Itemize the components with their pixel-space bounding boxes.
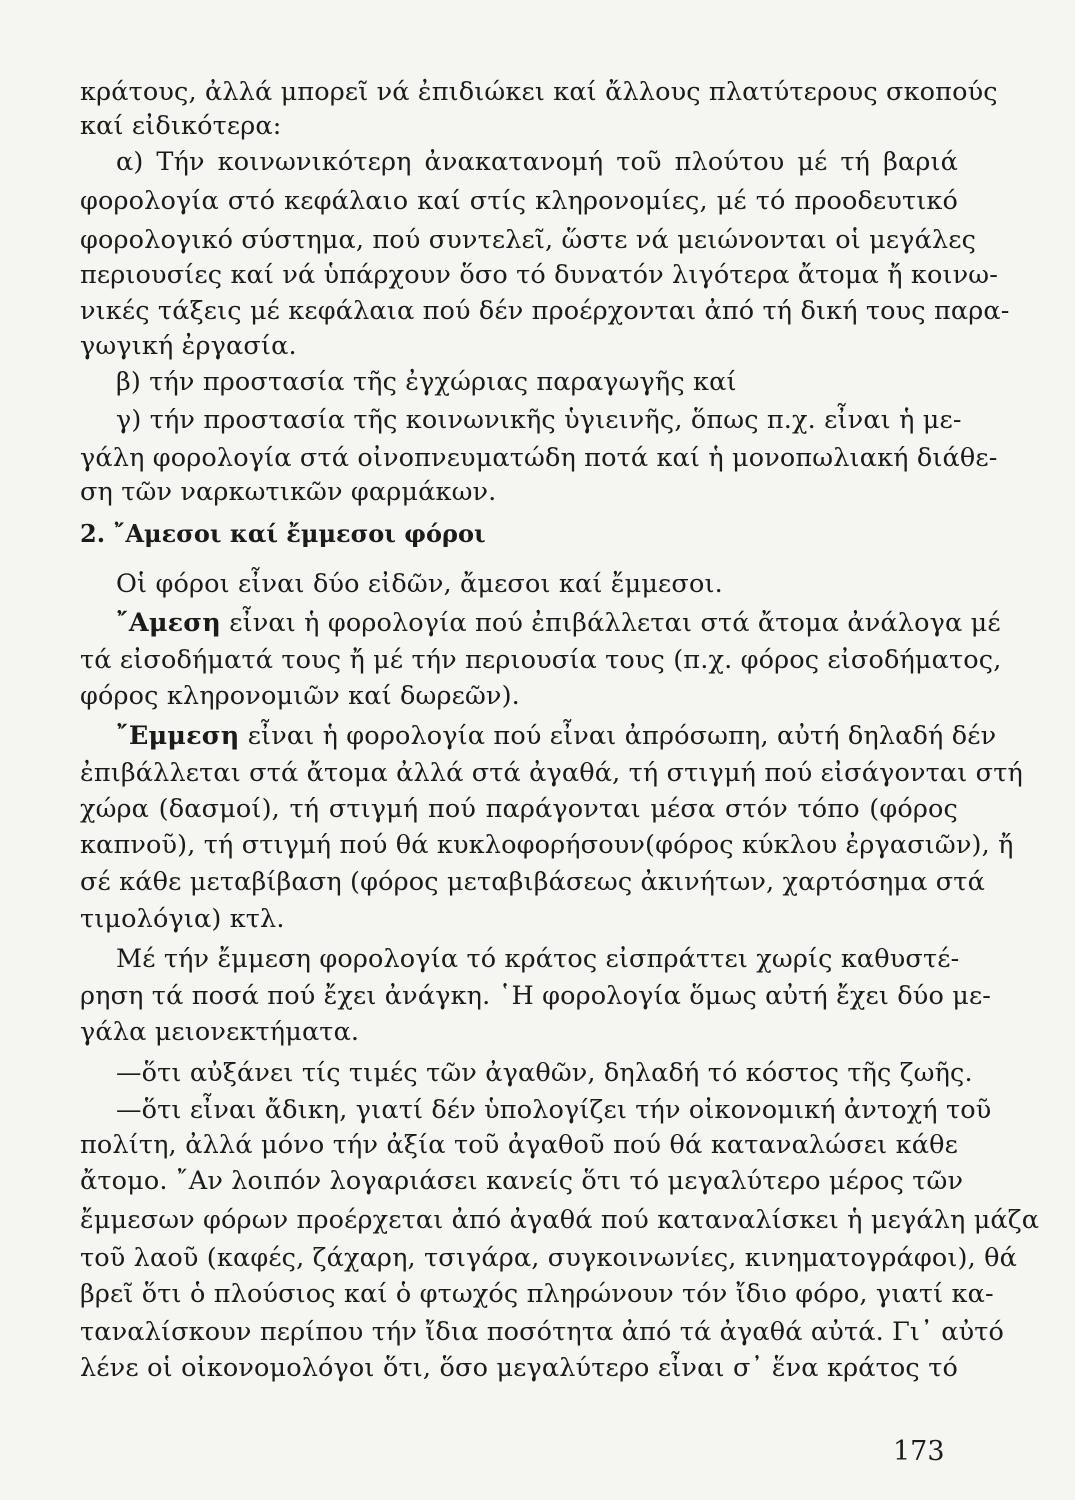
text-line: γ) τήν προστασία τῆς κοινωνικῆς ὑγιεινῆς, ὅπως π.χ. εἶναι ἡ με- <box>116 405 962 435</box>
text-line: γάλα μειονεκτήματα. <box>80 1017 360 1047</box>
term-indirect: ῎Εμμεση <box>116 721 240 751</box>
text-line: φορολογία στό κεφάλαιο καί στίς κληρονομίες, μέ τό προοδευτικό <box>80 186 958 216</box>
text-line <box>116 719 997 753</box>
text-line: καπνοῦ), τή στιγμή πού θά κυκλοφορήσουν(φόρος κύκλου ἐργασιῶν), ἤ <box>80 830 1014 860</box>
page-number: 173 <box>893 1436 945 1467</box>
text-line: σέ κάθε μεταβίβαση (φόρος μεταβιβάσεως ἀκινήτων, χαρτόσημα στά <box>80 867 985 897</box>
text-line: νικές τάξεις μέ κεφάλαια πού δέν προέρχονται ἀπό τή δική τους παρα- <box>80 296 1010 326</box>
text-line: Μέ τήν ἔμμεση φορολογία τό κράτος εἰσπράττει χωρίς καθυστέ- <box>116 944 960 974</box>
text-line: λένε οἱ οἰκονομολόγοι ὅτι, ὅσο μεγαλύτερο εἶναι σ᾿ ἕνα κράτος τό <box>80 1353 958 1383</box>
text-segment: εἶναι ἡ φορολογία πού ἐπιβάλλεται στά ἄτομα ἀνάλογα μέ <box>229 608 1001 638</box>
section-heading: 2. ῎Αμεσοι καί ἔμμεσοι φόροι <box>80 519 486 548</box>
text-line: κράτους, ἀλλά μπορεῖ νά ἐπιδιώκει καί ἄλλους πλατύτερους σκοπούς <box>80 77 998 107</box>
text-line: φορολογικό σύστημα, πού συντελεῖ, ὥστε νά μειώνονται οἱ μεγάλες <box>80 225 977 255</box>
text-line: τοῦ λαοῦ (καφές, ζάχαρη, τσιγάρα, συγκοινωνίες, κινηματογράφοι), θά <box>80 1243 1018 1273</box>
text-segment: εἶναι ἡ φορολογία πού εἶναι ἀπρόσωπη, αὐτή δηλαδή δέν <box>247 721 997 751</box>
text-line: ἄτομο. ῎Αν λοιπόν λογαριάσει κανείς ὅτι τό μεγαλύτερο μέρος τῶν <box>80 1166 964 1196</box>
text-line: —ὅτι εἶναι ἄδικη, γιατί δέν ὑπολογίζει τήν οἰκονομική ἀντοχή τοῦ <box>116 1095 992 1125</box>
text-line: ταναλίσκουν περίπου τήν ἴδια ποσότητα ἀπό τά ἀγαθά αὐτά. Γι᾿ αὐτό <box>80 1317 1005 1347</box>
text-line: χώρα (δασμοί), τή στιγμή πού παράγονται μέσα στόν τόπο (φόρος <box>80 794 958 824</box>
text-line: ρηση τά ποσά πού ἔχει ἀνάγκη. ῾Η φορολογία ὅμως αὐτή ἔχει δύο με- <box>80 981 992 1011</box>
text-line: α) Τήν κοινωνικότερη ἀνακατανομή τοῦ πλούτου μέ τή βαριά <box>116 147 958 177</box>
text-line: γάλη φορολογία στά οἰνοπνευματώδη ποτά καί ἡ μονοπωλιακή διάθε- <box>80 443 998 473</box>
text-line: καί εἰδικότερα: <box>80 111 282 141</box>
text-line: πολίτη, ἀλλά μόνο τήν ἀξία τοῦ ἀγαθοῦ πού θά καταναλώσει κάθε <box>80 1130 958 1160</box>
text-line: βρεῖ ὅτι ὁ πλούσιος καί ὁ φτωχός πληρώνουν τόν ἴδιο φόρο, γιατί κα- <box>80 1279 994 1309</box>
text-line: ἐπιβάλλεται στά ἄτομα ἀλλά στά ἀγαθά, τή στιγμή πού εἰσάγονται στή <box>80 758 1023 788</box>
text-line: β) τήν προστασία τῆς ἐγχώριας παραγωγῆς καί <box>116 367 737 397</box>
text-line: —ὅτι αὐξάνει τίς τιμές τῶν ἀγαθῶν, δηλαδή τό κόστος τῆς ζωῆς. <box>116 1058 973 1088</box>
term-direct: ῎Αμεση <box>116 608 221 638</box>
text-line <box>116 606 1001 640</box>
text-line: φόρος κληρονομιῶν καί δωρεῶν). <box>80 681 520 711</box>
text-line: τά εἰσοδήματά τους ἤ μέ τήν περιουσία τους (π.χ. φόρος εἰσοδήματος, <box>80 645 1002 675</box>
text-line: τιμολόγια) κτλ. <box>80 904 285 934</box>
text-line: ση τῶν ναρκωτικῶν φαρμάκων. <box>80 477 497 507</box>
text-line: περιουσίες καί νά ὑπάρχουν ὅσο τό δυνατόν λιγότερα ἄτομα ἤ κοινω- <box>80 260 999 290</box>
text-line: Οἱ φόροι εἶναι δύο εἰδῶν, ἄμεσοι καί ἔμμεσοι. <box>116 569 723 599</box>
text-line: γωγική ἐργασία. <box>80 331 297 361</box>
text-line: ἔμμεσων φόρων προέρχεται ἀπό ἀγαθά πού καταναλίσκει ἡ μεγάλη μάζα <box>80 1205 1040 1235</box>
